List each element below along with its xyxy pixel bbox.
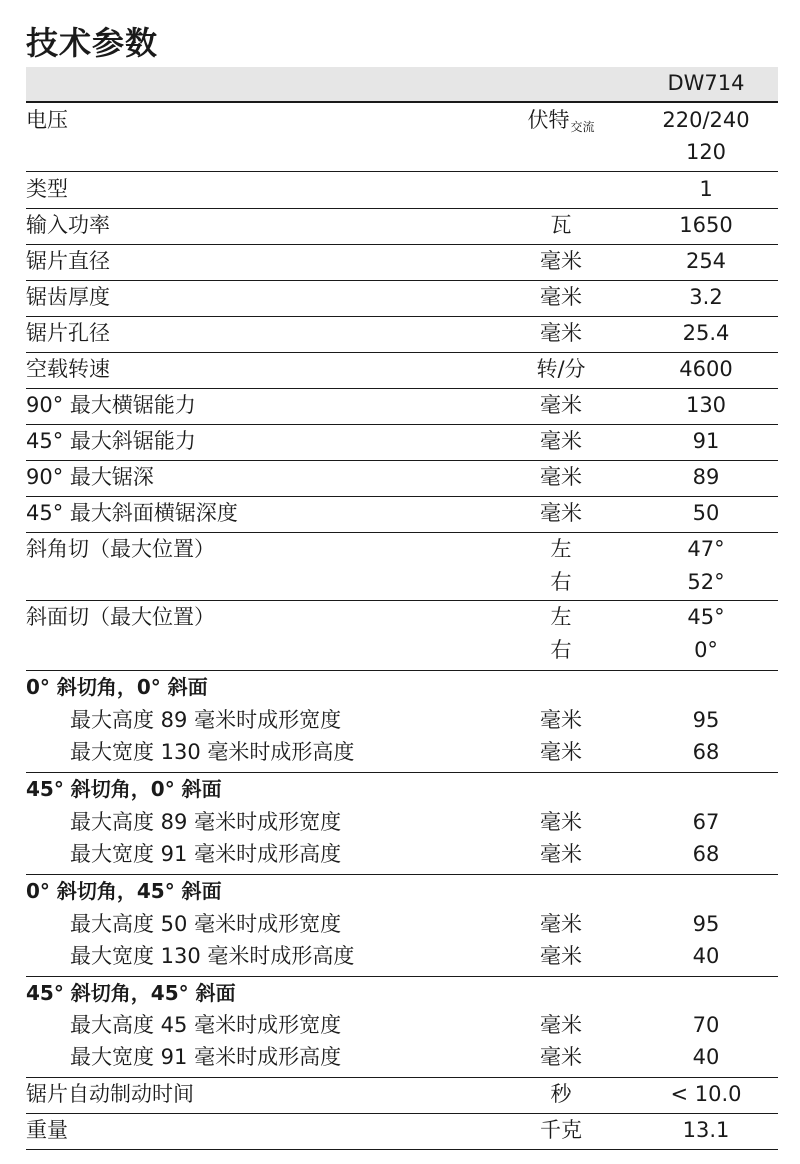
spec-value: 67 — [692, 810, 720, 834]
group-heading: 45° 斜切角，0° 斜面 — [26, 777, 222, 801]
spec-row — [26, 172, 778, 209]
spec-unit: 毫米 — [540, 842, 582, 866]
spec-unit: 左 — [550, 605, 572, 629]
spec-value: 1650 — [679, 213, 733, 237]
spec-unit: 毫米 — [540, 501, 582, 525]
spec-unit: 毫米 — [540, 465, 582, 489]
spec-group — [26, 977, 778, 1078]
spec-value: 40 — [692, 1045, 720, 1069]
spec-row-miter — [26, 533, 778, 601]
spec-value: 68 — [692, 740, 720, 764]
model-name: DW714 — [667, 71, 745, 95]
spec-unit: 毫米 — [540, 1013, 582, 1037]
spec-value: 4600 — [679, 357, 733, 381]
spec-value: 120 — [685, 140, 727, 164]
spec-row — [26, 209, 778, 245]
spec-value: 254 — [685, 249, 727, 273]
table-header — [26, 67, 778, 103]
spec-label: 斜面切（最大位置） — [26, 605, 215, 629]
spec-value: 130 — [685, 393, 727, 417]
spec-value: 70 — [692, 1013, 720, 1037]
spec-unit: 毫米 — [540, 810, 582, 834]
spec-label: 90° 最大横锯能力 — [26, 393, 196, 417]
spec-value: 45° — [687, 605, 725, 629]
spec-label: 45° 最大斜锯能力 — [26, 429, 196, 453]
spec-label: 45° 最大斜面横锯深度 — [26, 501, 238, 525]
spec-value: 95 — [692, 708, 720, 732]
spec-label: 斜角切（最大位置） — [26, 537, 215, 561]
spec-unit: 左 — [550, 537, 572, 561]
spec-row — [26, 425, 778, 461]
spec-unit: 右 — [550, 638, 572, 662]
spec-unit: 毫米 — [540, 249, 582, 273]
spec-value: 25.4 — [682, 321, 730, 345]
spec-label: 重量 — [26, 1118, 68, 1142]
group-heading: 0° 斜切角，0° 斜面 — [26, 675, 208, 699]
spec-unit: 毫米 — [540, 740, 582, 764]
spec-row — [26, 497, 778, 533]
spec-row — [26, 245, 778, 281]
spec-value: 50 — [692, 501, 720, 525]
spec-row-voltage — [26, 103, 778, 172]
spec-label: 最大宽度 91 毫米时成形高度 — [70, 842, 342, 866]
spec-label: 最大高度 89 毫米时成形宽度 — [70, 708, 342, 732]
spec-unit: 转/分 — [536, 357, 586, 381]
spec-unit: 毫米 — [540, 321, 582, 345]
spec-row — [26, 353, 778, 389]
spec-unit-sub: 交流 — [570, 120, 595, 134]
spec-row — [26, 389, 778, 425]
spec-label: 锯片自动制动时间 — [26, 1082, 194, 1106]
spec-value: 47° — [687, 537, 725, 561]
spec-value: 0° — [694, 638, 718, 662]
spec-row — [26, 1114, 778, 1150]
spec-group — [26, 671, 778, 773]
spec-unit: 毫米 — [540, 1045, 582, 1069]
page-title: 技术参数 — [26, 24, 159, 62]
spec-row — [26, 461, 778, 497]
spec-unit: 毫米 — [540, 944, 582, 968]
spec-unit: 毫米 — [540, 285, 582, 309]
spec-label: 最大宽度 130 毫米时成形高度 — [70, 740, 355, 764]
spec-row — [26, 317, 778, 353]
spec-label: 类型 — [26, 177, 68, 201]
spec-unit: 毫米 — [540, 912, 582, 936]
spec-label: 锯齿厚度 — [26, 285, 110, 309]
spec-label: 最大高度 50 毫米时成形宽度 — [70, 912, 342, 936]
spec-unit: 伏特交流 — [527, 108, 595, 134]
spec-unit: 右 — [550, 570, 572, 594]
spec-label: 最大高度 45 毫米时成形宽度 — [70, 1013, 342, 1037]
spec-unit: 毫米 — [540, 708, 582, 732]
spec-label: 90° 最大锯深 — [26, 465, 154, 489]
spec-label: 最大高度 89 毫米时成形宽度 — [70, 810, 342, 834]
spec-label: 最大宽度 91 毫米时成形高度 — [70, 1045, 342, 1069]
spec-unit: 毫米 — [540, 429, 582, 453]
spec-label: 最大宽度 130 毫米时成形高度 — [70, 944, 355, 968]
spec-value: 91 — [692, 429, 720, 453]
spec-group — [26, 773, 778, 875]
group-heading: 0° 斜切角，45° 斜面 — [26, 879, 222, 903]
spec-value: 220/240 — [662, 108, 750, 132]
spec-unit: 瓦 — [550, 213, 572, 237]
spec-value: 40 — [692, 944, 720, 968]
spec-row — [26, 1078, 778, 1114]
spec-value: 52° — [687, 570, 725, 594]
spec-value: 95 — [692, 912, 720, 936]
spec-value: 3.2 — [689, 285, 723, 309]
spec-value: 1 — [699, 177, 713, 201]
spec-row — [26, 281, 778, 317]
spec-unit: 千克 — [540, 1118, 582, 1142]
spec-group — [26, 875, 778, 977]
group-heading: 45° 斜切角，45° 斜面 — [26, 981, 236, 1005]
spec-label: 电压 — [26, 108, 68, 132]
spec-value: 68 — [692, 842, 720, 866]
spec-row-bevel — [26, 601, 778, 671]
spec-value: 89 — [692, 465, 720, 489]
spec-unit: 秒 — [550, 1082, 572, 1106]
spec-value: < 10.0 — [670, 1082, 742, 1106]
spec-label: 空载转速 — [26, 357, 110, 381]
spec-label: 锯片直径 — [26, 249, 110, 273]
spec-label: 锯片孔径 — [26, 321, 110, 345]
spec-value: 13.1 — [682, 1118, 730, 1142]
spec-label: 输入功率 — [26, 213, 110, 237]
spec-unit: 毫米 — [540, 393, 582, 417]
